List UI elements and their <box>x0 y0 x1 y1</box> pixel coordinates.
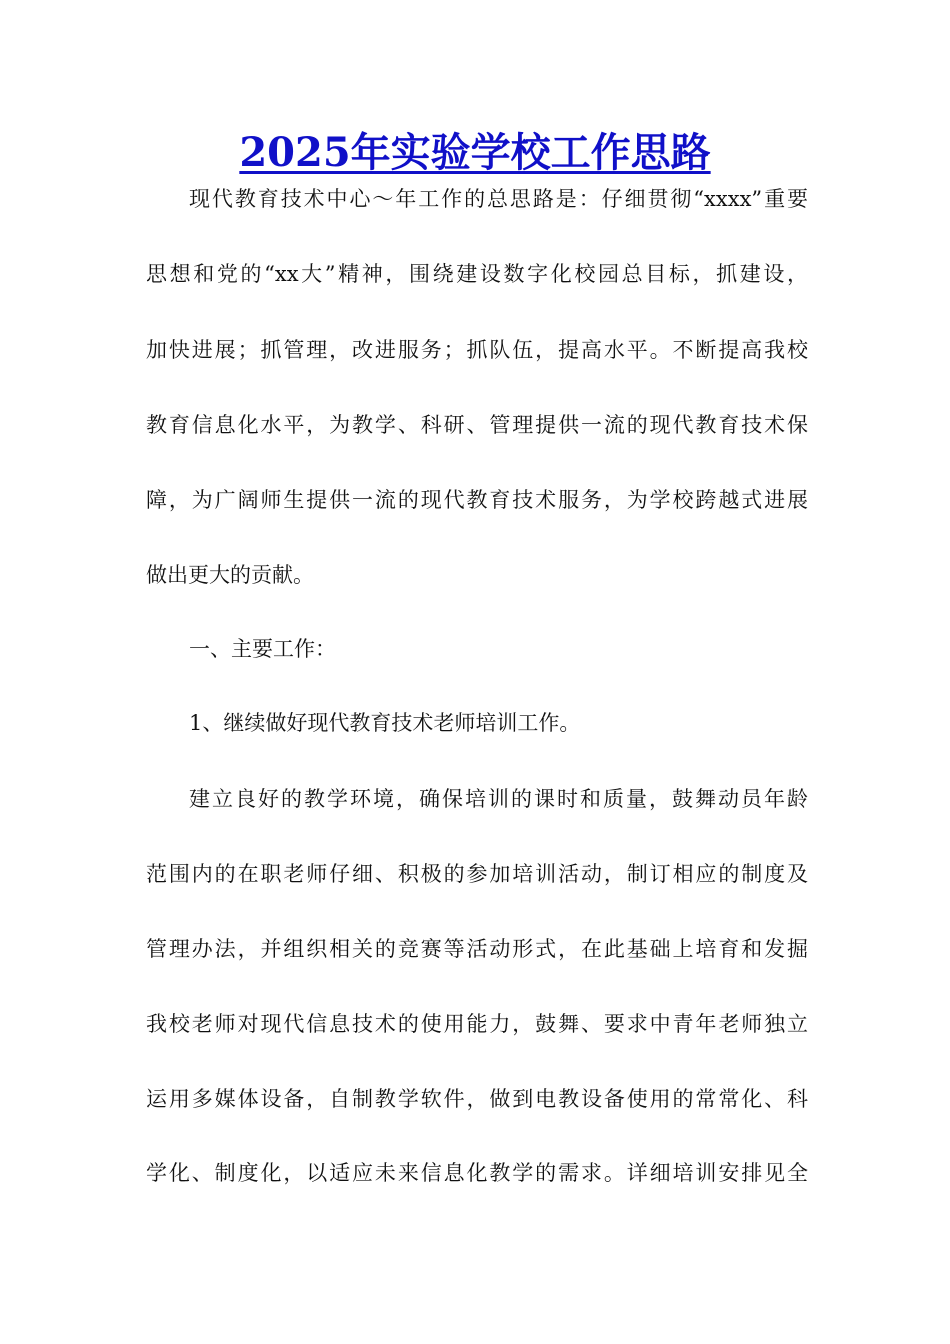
subsection-heading: 1、继续做好现代教育技术老师培训工作。 <box>189 711 581 735</box>
paragraph-line: 我校老师对现代信息技术的使用能力，鼓舞、要求中青年老师独立 <box>146 1012 808 1036</box>
paragraph-line: 做出更大的贡献。 <box>146 563 314 587</box>
paragraph-line: 运用多媒体设备，自制教学软件，做到电教设备使用的常常化、科 <box>146 1087 808 1111</box>
paragraph-line: 学化、制度化，以适应未来信息化教学的需求。详细培训安排见全 <box>146 1161 808 1185</box>
paragraph-line: 现代教育技术中心～年工作的总思路是：仔细贯彻“xxxx”重要 <box>189 187 808 211</box>
document-title[interactable]: 2025年实验学校工作思路 <box>239 129 711 176</box>
section-heading: 一、主要工作： <box>189 637 336 661</box>
paragraph-line: 思想和党的“xx大”精神，围绕建设数字化校园总目标，抓建设， <box>146 262 808 286</box>
paragraph-line: 障，为广阔师生提供一流的现代教育技术服务，为学校跨越式进展 <box>146 488 808 512</box>
paragraph-line: 加快进展；抓管理，改进服务；抓队伍，提高水平。不断提高我校 <box>146 338 808 362</box>
paragraph-line: 教育信息化水平，为教学、科研、管理提供一流的现代教育技术保 <box>146 413 808 437</box>
paragraph-line: 建立良好的教学环境，确保培训的课时和质量，鼓舞动员年龄 <box>189 787 808 811</box>
paragraph-line: 范围内的在职老师仔细、积极的参加培训活动，制订相应的制度及 <box>146 862 808 886</box>
paragraph-line: 管理办法，并组织相关的竞赛等活动形式，在此基础上培育和发掘 <box>146 937 808 961</box>
